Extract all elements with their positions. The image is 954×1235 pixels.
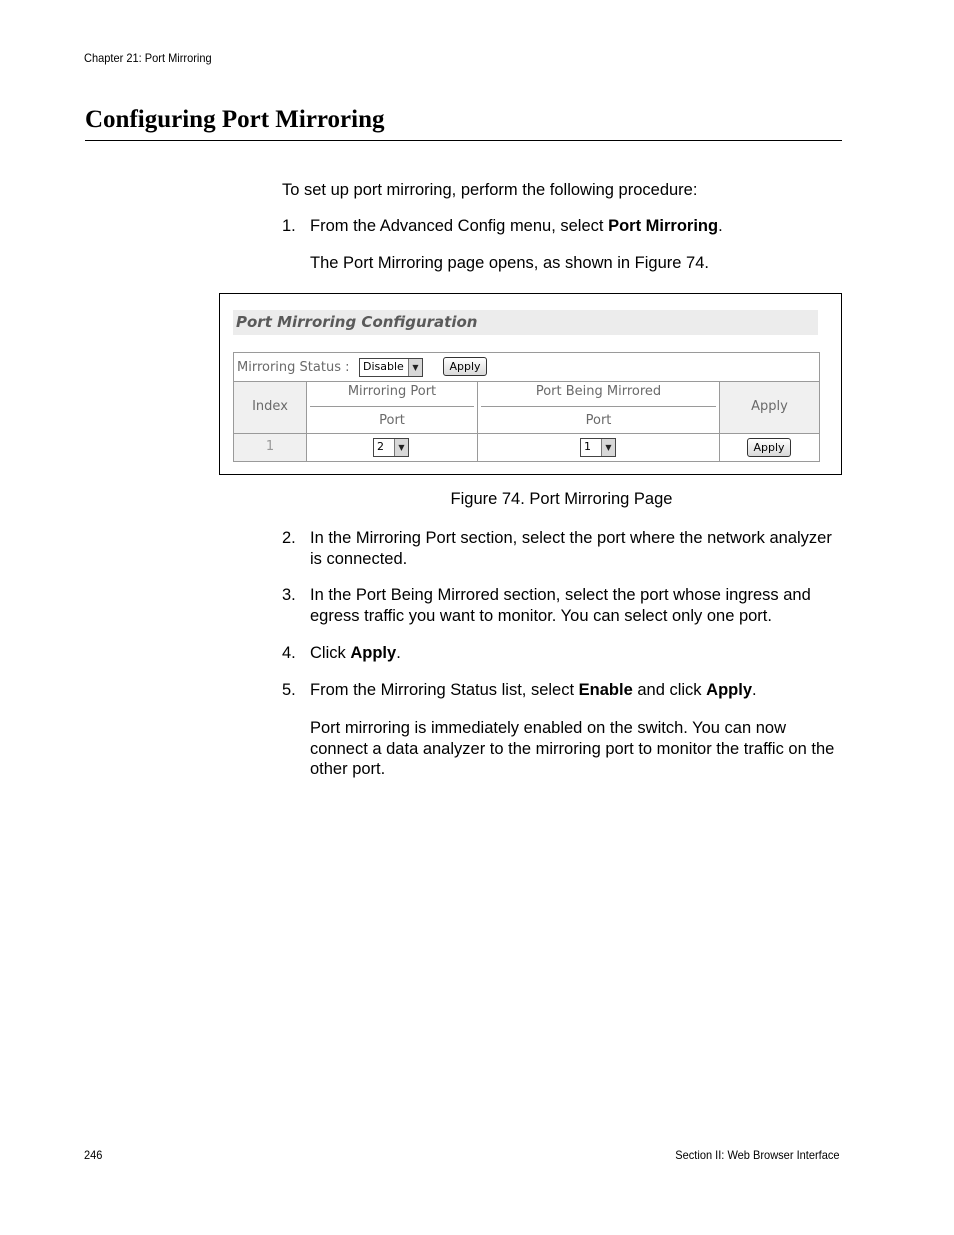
step-text — [310, 216, 840, 237]
step-text: In the Port Being Mirrored section, select the port whose ingress and egress traffic you want to monitor. You can select only one port. — [310, 586, 811, 625]
intro-paragraph: To set up port mirroring, perform the following procedure: — [282, 181, 698, 199]
row-index: 1 — [265, 439, 275, 454]
step-number: 2. — [282, 529, 296, 547]
index-cell — [234, 434, 307, 461]
header-divider — [310, 406, 474, 407]
step-text-part: and click — [632, 681, 707, 699]
step-number: 1. — [282, 217, 296, 235]
port-being-mirrored-header-cell — [478, 382, 720, 433]
port-being-mirrored-subheader: Port — [585, 413, 612, 428]
mirrored-port-value: 1 — [584, 440, 591, 453]
step-text-part: . — [718, 217, 723, 235]
step-1-note: The Port Mirroring page opens, as shown in Figure 74. — [310, 254, 709, 272]
page-number: 246 — [84, 1148, 103, 1162]
step-text — [310, 680, 840, 701]
apply-cell — [720, 434, 819, 461]
step-text: In the Mirroring Port section, select the port where the network analyzer is connected. — [310, 529, 832, 568]
step-bold-term: Apply — [350, 644, 397, 662]
mirroring-port-header: Mirroring Port — [347, 384, 437, 399]
title-rule — [85, 140, 842, 141]
step-number: 4. — [282, 644, 296, 662]
step-number: 3. — [282, 586, 296, 604]
mirroring-port-header-cell — [307, 382, 478, 433]
step-text-part: . — [396, 644, 401, 662]
step-number: 5. — [282, 681, 296, 699]
mirroring-status-label: Mirroring Status : — [237, 360, 350, 375]
chevron-down-icon: ▼ — [601, 439, 615, 456]
figure-caption: Figure 74. Port Mirroring Page — [450, 490, 673, 508]
step-text-part: Click — [310, 644, 351, 662]
step-text-part: . — [752, 681, 757, 699]
mirroring-table — [233, 352, 820, 462]
mirroring-port-subheader: Port — [379, 413, 405, 428]
header-divider — [481, 406, 716, 407]
figure-title-bar — [233, 310, 818, 335]
chapter-header: Chapter 21: Port Mirroring — [84, 51, 212, 65]
apply-header: Apply — [751, 399, 788, 414]
index-header-cell — [234, 382, 307, 433]
step-text — [310, 643, 840, 664]
section-footer: Section II: Web Browser Interface — [675, 1148, 840, 1162]
mirroring-status-select[interactable] — [359, 358, 423, 377]
status-apply-button[interactable]: Apply — [443, 357, 487, 376]
mirroring-port-select[interactable] — [373, 438, 409, 457]
mirroring-port-value: 2 — [377, 440, 384, 453]
step-bold-term: Enable — [578, 681, 633, 699]
mirroring-status-value: Disable — [363, 360, 404, 373]
port-mirroring-figure — [219, 293, 842, 475]
step-text-part: From the Mirroring Status list, select — [310, 681, 579, 699]
mirrored-port-cell — [478, 434, 720, 461]
step-text-part: From the Advanced Config menu, select — [310, 217, 609, 235]
apply-header-cell — [720, 382, 819, 433]
index-header: Index — [252, 399, 288, 414]
step-5-note: Port mirroring is immediately enabled on the switch. You can now connect a data analyzer to the mirroring port to monitor the traffic on the other port. — [310, 719, 835, 778]
chevron-down-icon: ▼ — [408, 359, 422, 376]
figure-title: Port Mirroring Configuration — [236, 313, 478, 331]
mirrored-port-select[interactable] — [580, 438, 616, 457]
step-bold-term: Apply — [706, 681, 752, 699]
row-apply-button[interactable]: Apply — [747, 438, 791, 457]
step-bold-term: Port Mirroring — [608, 217, 719, 235]
mirroring-status-row — [234, 353, 819, 382]
port-being-mirrored-header: Port Being Mirrored — [535, 384, 662, 399]
chevron-down-icon: ▼ — [394, 439, 408, 456]
mirroring-port-cell — [307, 434, 478, 461]
page-title: Configuring Port Mirroring — [85, 106, 385, 133]
